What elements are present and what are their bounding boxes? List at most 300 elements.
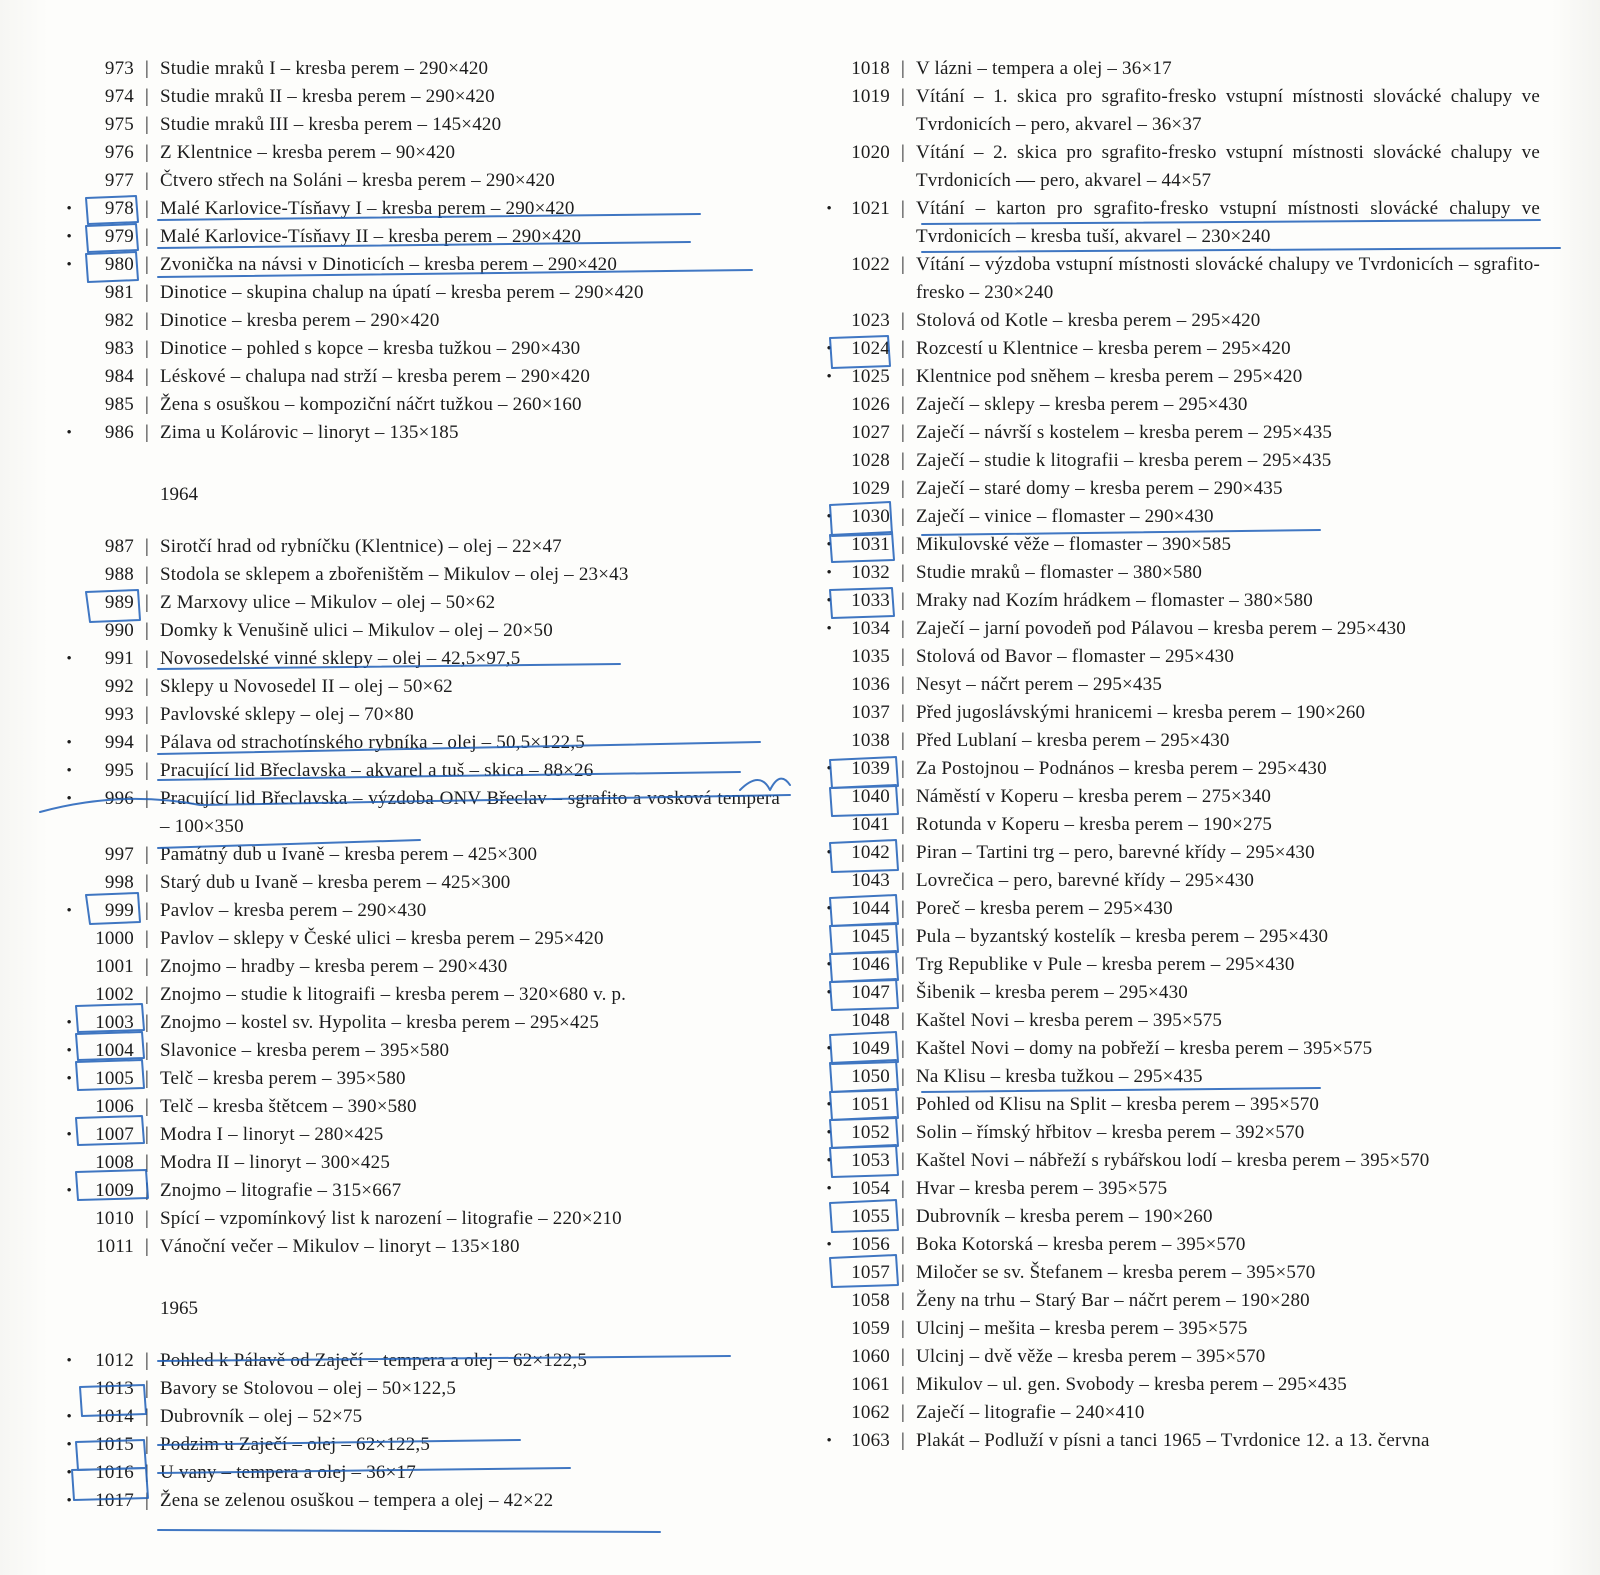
bullet-mark: • [66,1127,72,1143]
bullet-mark: • [66,1409,72,1425]
bullet-mark: • [66,229,72,245]
entry-number: 994 [104,732,134,753]
entry-text: Starý dub u Ivaně – kresba perem – 425×300 [160,872,511,893]
entry-separator: | [900,842,905,863]
left-column [60,55,780,1515]
entry-separator: | [144,844,149,865]
catalog-entry [820,979,1540,1007]
catalog-entry [820,251,1540,307]
entry-text: Solin – římský hřbitov – kresba perem – 392×570 [916,1122,1305,1143]
bullet-mark: • [826,1041,832,1057]
entry-number: 990 [104,620,134,641]
entry-separator: | [144,1208,149,1229]
catalog-entry [60,1093,780,1121]
bullet-mark: • [826,1237,832,1253]
entry-separator: | [144,704,149,725]
entry-text: Pavlovské sklepy – olej – 70×80 [160,704,414,725]
entry-separator: | [144,1068,149,1089]
entry-number: 978 [104,198,134,219]
entry-separator: | [900,1290,905,1311]
entry-number: 1007 [95,1124,134,1145]
catalog-entry [60,251,780,279]
entry-text: Dubrovník – kresba perem – 190×260 [916,1206,1213,1227]
bullet-mark: • [66,791,72,807]
entry-text: Ulcinj – dvě věže – kresba perem – 395×570 [916,1346,1266,1367]
entry-number: 1048 [851,1010,890,1031]
entry-separator: | [144,422,149,443]
entry-text: Ulcinj – mešita – kresba perem – 395×575 [916,1318,1248,1339]
catalog-entry [820,1175,1540,1203]
entry-separator: | [144,928,149,949]
entry-text: Pracující lid Břeclavska – akvarel a tuš – skica – 88×26 [160,760,594,781]
catalog-entry [820,1147,1540,1175]
entry-text: Pohled od Klisu na Split – kresba perem – 395×570 [916,1094,1320,1115]
entry-text: Stodola se sklepem a zbořeništěm – Mikulov – olej – 23×43 [160,564,629,585]
entry-separator: | [900,310,905,331]
catalog-entry [820,55,1540,83]
entry-separator: | [144,1434,149,1455]
bullet-mark: • [66,1437,72,1453]
entry-text: Dinotice – pohled s kopce – kresba tužkou – 290×430 [160,338,581,359]
entry-number: 1051 [851,1094,890,1115]
catalog-entry [60,1403,780,1431]
bullet-mark: • [66,1353,72,1369]
entry-separator: | [144,592,149,613]
entry-separator: | [900,1346,905,1367]
entry-text: Znojmo – studie k litograifi – kresba perem – 320×680 v. p. [160,984,627,1005]
entry-number: 983 [104,338,134,359]
entry-text: Dinotice – kresba perem – 290×420 [160,310,440,331]
entry-separator: | [900,1066,905,1087]
catalog-entry [820,1399,1540,1427]
catalog-entry [820,615,1540,643]
right-column [820,55,1540,1455]
catalog-entry [60,139,780,167]
entry-number: 1020 [851,142,890,163]
entry-text: Zaječí – sklepy – kresba perem – 295×430 [916,394,1248,415]
entry-text: Slavonice – kresba perem – 395×580 [160,1040,450,1061]
catalog-entry [820,587,1540,615]
year-heading: 1964 [160,484,198,505]
entry-text: Mikulovské věže – flomaster – 390×585 [916,534,1232,555]
entry-separator: | [900,1122,905,1143]
entry-text: Stolová od Kotle – kresba perem – 295×420 [916,310,1261,331]
entry-number: 1035 [851,646,890,667]
entry-number: 1046 [851,954,890,975]
catalog-entry [820,475,1540,503]
bullet-mark: • [66,425,72,441]
entry-text: Domky k Venušině ulici – Mikulov – olej – 20×50 [160,620,553,641]
bullet-mark: • [826,537,832,553]
entry-number: 1055 [851,1206,890,1227]
bullet-mark: • [66,735,72,751]
catalog-entry [60,223,780,251]
entry-number: 1033 [851,590,890,611]
entry-number: 1030 [851,506,890,527]
entry-number: 1022 [851,254,890,275]
catalog-entry [60,419,780,447]
entry-text: Ženy na trhu – Starý Bar – náčrt perem – 190×280 [916,1290,1310,1311]
catalog-entry [60,1121,780,1149]
bullet-mark: • [826,845,832,861]
bullet-mark: • [826,593,832,609]
catalog-entry [60,673,780,701]
entry-number: 1018 [851,58,890,79]
catalog-entry [60,561,780,589]
catalog-entry [820,895,1540,923]
catalog-entry [820,531,1540,559]
entry-separator: | [900,450,905,471]
bullet-mark: • [66,1465,72,1481]
entry-separator: | [144,1012,149,1033]
catalog-entry [60,589,780,617]
entry-separator: | [144,676,149,697]
entry-number: 980 [104,254,134,275]
catalog-entry [820,1091,1540,1119]
catalog-entry [60,1459,780,1487]
entry-separator: | [900,142,905,163]
bullet-mark: • [826,509,832,525]
entry-number: 1004 [95,1040,134,1061]
catalog-entry [820,1287,1540,1315]
catalog-entry [820,1343,1540,1371]
bullet-mark: • [826,901,832,917]
catalog-entry [60,1487,780,1515]
entry-text: Rotunda v Koperu – kresba perem – 190×275 [916,814,1273,835]
catalog-entry [820,867,1540,895]
entry-text: Kaštel Novi – nábřeží s rybářskou lodí – kresba perem – 395×570 [916,1150,1430,1171]
entry-number: 974 [104,86,134,107]
entry-text: Telč – kresba perem – 395×580 [160,1068,406,1089]
entry-separator: | [900,1234,905,1255]
entry-text: Mikulov – ul. gen. Svobody – kresba perem – 295×435 [916,1374,1347,1395]
entry-text: Vítání – 1. skica pro sgrafito-fresko vstupní místnosti slovácké chalupy ve Tvrdonicích – pero, akvarel – 36×37 [916,86,1540,135]
bullet-mark: • [826,985,832,1001]
entry-number: 1054 [851,1178,890,1199]
entry-separator: | [900,758,905,779]
entry-separator: | [144,648,149,669]
bullet-mark: • [66,201,72,217]
entry-number: 1017 [95,1490,134,1511]
catalog-entry [60,533,780,561]
bullet-mark: • [66,1015,72,1031]
catalog-entry [60,1149,780,1177]
bullet-mark: • [826,621,832,637]
entry-separator: | [144,1350,149,1371]
entry-number: 986 [104,422,134,443]
catalog-entry [60,953,780,981]
entry-separator: | [144,86,149,107]
catalog-entry [820,1063,1540,1091]
bullet-mark: • [826,1125,832,1141]
entry-number: 991 [104,648,134,669]
entry-number: 1050 [851,1066,890,1087]
entry-text: Léskové – chalupa nad strží – kresba perem – 290×420 [160,366,591,387]
catalog-entry [60,1347,780,1375]
entry-text: Studie mraků III – kresba perem – 145×420 [160,114,502,135]
entry-text: Boka Kotorská – kresba perem – 395×570 [916,1234,1246,1255]
entry-text: Malé Karlovice-Tísňavy I – kresba perem – 290×420 [160,198,575,219]
catalog-entry [820,1007,1540,1035]
entry-separator: | [900,198,905,219]
entry-separator: | [900,1374,905,1395]
entry-text: Vítání – karton pro sgrafito-fresko vstupní místnosti slovácké chalupy ve Tvrdonicích – kresba tuší, akvarel – 230×240 [916,198,1540,247]
entry-text: Hvar – kresba perem – 395×575 [916,1178,1168,1199]
entry-separator: | [144,900,149,921]
bullet-mark: • [826,1433,832,1449]
entry-number: 975 [104,114,134,135]
entry-number: 1058 [851,1290,890,1311]
catalog-entry [820,391,1540,419]
entry-text: Modra II – linoryt – 300×425 [160,1152,391,1173]
entry-text: Bavory se Stolovou – olej – 50×122,5 [160,1378,457,1399]
entry-separator: | [144,1096,149,1117]
entry-text: Zvonička na návsi v Dinoticích – kresba perem – 290×420 [160,254,618,275]
entry-number: 1043 [851,870,890,891]
entry-text: Před jugoslávskými hranicemi – kresba perem – 190×260 [916,702,1366,723]
entry-text: Poreč – kresba perem – 295×430 [916,898,1173,919]
entry-number: 1036 [851,674,890,695]
catalog-entry [820,419,1540,447]
bullet-mark: • [66,1183,72,1199]
entry-number: 1025 [851,366,890,387]
bullet-mark: • [66,257,72,273]
entry-separator: | [900,562,905,583]
entry-text: Zaječí – návrší s kostelem – kresba perem – 295×435 [916,422,1333,443]
catalog-entry [820,307,1540,335]
catalog-entry [820,811,1540,839]
entry-number: 993 [104,704,134,725]
entry-number: 992 [104,676,134,697]
catalog-entry [820,1315,1540,1343]
catalog-entry [60,617,780,645]
entry-text: Pavlov – kresba perem – 290×430 [160,900,427,921]
entry-separator: | [144,1406,149,1427]
entry-number: 1026 [851,394,890,415]
entry-text: Žena s osuškou – kompoziční náčrt tužkou – 260×160 [160,394,582,415]
entry-number: 1019 [851,86,890,107]
entry-number: 1021 [851,198,890,219]
entry-separator: | [900,338,905,359]
catalog-entry [60,841,780,869]
entry-text: Studie mraků I – kresba perem – 290×420 [160,58,489,79]
entry-separator: | [144,1040,149,1061]
bullet-mark: • [826,201,832,217]
entry-number: 1045 [851,926,890,947]
bullet-mark: • [826,957,832,973]
catalog-entry [60,701,780,729]
entry-number: 996 [104,788,134,809]
entry-separator: | [900,786,905,807]
entry-number: 1038 [851,730,890,751]
entry-separator: | [144,732,149,753]
entry-number: 973 [104,58,134,79]
entry-text: Zaječí – studie k litografii – kresba perem – 295×435 [916,450,1332,471]
catalog-entry [820,923,1540,951]
catalog-entry [820,643,1540,671]
catalog-entry [60,1431,780,1459]
entry-text: U vany – tempera a olej – 36×17 [160,1462,416,1483]
entry-separator: | [144,1490,149,1511]
catalog-entry [820,1119,1540,1147]
entry-separator: | [900,394,905,415]
entry-number: 1044 [851,898,890,919]
catalog-entry [820,139,1540,195]
entry-number: 1012 [95,1350,134,1371]
entry-separator: | [900,590,905,611]
entry-separator: | [144,282,149,303]
entry-text: Před Lublaní – kresba perem – 295×430 [916,730,1230,751]
entry-number: 1062 [851,1402,890,1423]
entry-separator: | [900,982,905,1003]
entry-separator: | [144,114,149,135]
bullet-mark: • [826,1097,832,1113]
catalog-entry [60,195,780,223]
entry-number: 1059 [851,1318,890,1339]
catalog-entry [820,951,1540,979]
entry-number: 1032 [851,562,890,583]
entry-number: 1057 [851,1262,890,1283]
catalog-entry [820,839,1540,867]
entry-text: Pálava od strachotínského rybníka – olej – 50,5×122,5 [160,732,585,753]
entry-text: Stolová od Bavor – flomaster – 295×430 [916,646,1235,667]
entry-separator: | [144,956,149,977]
entry-separator: | [144,760,149,781]
entry-text: Novosedelské vinné sklepy – olej – 42,5×97,5 [160,648,521,669]
catalog-entry [60,1375,780,1403]
entry-separator: | [900,1206,905,1227]
entry-separator: | [900,954,905,975]
entry-text: Z Marxovy ulice – Mikulov – olej – 50×62 [160,592,496,613]
catalog-entry [60,279,780,307]
entry-text: Telč – kresba štětcem – 390×580 [160,1096,417,1117]
entry-text: Náměstí v Koperu – kresba perem – 275×340 [916,786,1272,807]
entry-number: 1014 [95,1406,134,1427]
catalog-entry [60,1233,780,1261]
entry-text: Piran – Tartini trg – pero, barevné křídy – 295×430 [916,842,1315,863]
entry-text: Lovrečica – pero, barevné křídy – 295×430 [916,870,1255,891]
catalog-entry [60,897,780,925]
entry-text: Pohled k Pálavě od Zaječí – tempera a olej – 62×122,5 [160,1350,588,1371]
catalog-entry [820,83,1540,139]
entry-separator: | [900,534,905,555]
catalog-entry [820,1259,1540,1287]
entry-text: Pavlov – sklepy v České ulici – kresba perem – 295×420 [160,928,604,949]
bullet-mark: • [66,1043,72,1059]
entry-separator: | [900,1094,905,1115]
bullet-mark: • [826,1153,832,1169]
catalog-entry [60,925,780,953]
catalog-entry [60,785,780,841]
entry-number: 1024 [851,338,890,359]
catalog-entry [820,699,1540,727]
bullet-mark: • [66,1493,72,1509]
bullet-mark: • [66,763,72,779]
entry-text: Zaječí – vinice – flomaster – 290×430 [916,506,1214,527]
entry-separator: | [900,86,905,107]
entry-separator: | [900,1318,905,1339]
catalog-entry [60,83,780,111]
catalog-entry [820,335,1540,363]
entry-separator: | [900,1150,905,1171]
entry-separator: | [144,564,149,585]
bullet-mark: • [826,565,832,581]
entry-separator: | [144,1236,149,1257]
catalog-entry [60,55,780,83]
entry-number: 1015 [95,1434,134,1455]
entry-number: 985 [104,394,134,415]
entry-number: 1037 [851,702,890,723]
entry-number: 1001 [95,956,134,977]
catalog-entry [820,195,1540,251]
entry-text: Vítání – 2. skica pro sgrafito-fresko vstupní místnosti slovácké chalupy ve Tvrdonicích — pero, akvarel – 44×57 [916,142,1540,191]
entry-number: 1000 [95,928,134,949]
entry-separator: | [900,366,905,387]
entry-text: Rozcestí u Klentnice – kresba perem – 295×420 [916,338,1291,359]
entry-number: 1034 [851,618,890,639]
entry-number: 987 [104,536,134,557]
catalog-entry [820,503,1540,531]
entry-separator: | [900,1178,905,1199]
catalog-entry [820,447,1540,475]
entry-number: 1052 [851,1122,890,1143]
entry-number: 1047 [851,982,890,1003]
catalog-entry [60,645,780,673]
catalog-entry [820,671,1540,699]
entry-separator: | [144,536,149,557]
entry-text: Znojmo – kostel sv. Hypolita – kresba perem – 295×425 [160,1012,600,1033]
entry-text: Šibenik – kresba perem – 295×430 [916,982,1188,1003]
entry-separator: | [144,254,149,275]
entry-text: Znojmo – hradby – kresba perem – 290×430 [160,956,508,977]
entry-separator: | [900,478,905,499]
entry-separator: | [144,872,149,893]
entry-number: 1016 [95,1462,134,1483]
entry-number: 1061 [851,1374,890,1395]
catalog-entry [820,727,1540,755]
catalog-entry [60,1177,780,1205]
entry-number: 1023 [851,310,890,331]
entry-text: Spící – vzpomínkový list k narození – litografie – 220×210 [160,1208,622,1229]
entry-separator: | [144,226,149,247]
bullet-mark: • [66,903,72,919]
entry-separator: | [144,366,149,387]
entry-number: 999 [104,900,134,921]
entry-number: 1002 [95,984,134,1005]
entry-number: 984 [104,366,134,387]
entry-text: Zaječí – staré domy – kresba perem – 290×435 [916,478,1283,499]
catalog-entry [60,307,780,335]
entry-number: 1042 [851,842,890,863]
entry-number: 976 [104,142,134,163]
entry-text: V lázni – tempera a olej – 36×17 [916,58,1172,79]
bullet-mark: • [826,341,832,357]
entry-number: 989 [104,592,134,613]
entry-text: Plakát – Podluží v písni a tanci 1965 – Tvrdonice 12. a 13. června [916,1430,1430,1451]
catalog-entry [60,1009,780,1037]
entry-text: Malé Karlovice-Tísňavy II – kresba perem – 290×420 [160,226,582,247]
catalog-entry [60,1037,780,1065]
entry-separator: | [144,1180,149,1201]
entry-text: Kaštel Novi – kresba perem – 395×575 [916,1010,1223,1031]
entry-separator: | [144,620,149,641]
entry-number: 1010 [95,1208,134,1229]
entry-text: Čtvero střech na Soláni – kresba perem – 290×420 [160,170,555,191]
entry-separator: | [900,506,905,527]
entry-separator: | [900,58,905,79]
entry-separator: | [144,394,149,415]
entry-separator: | [900,1010,905,1031]
